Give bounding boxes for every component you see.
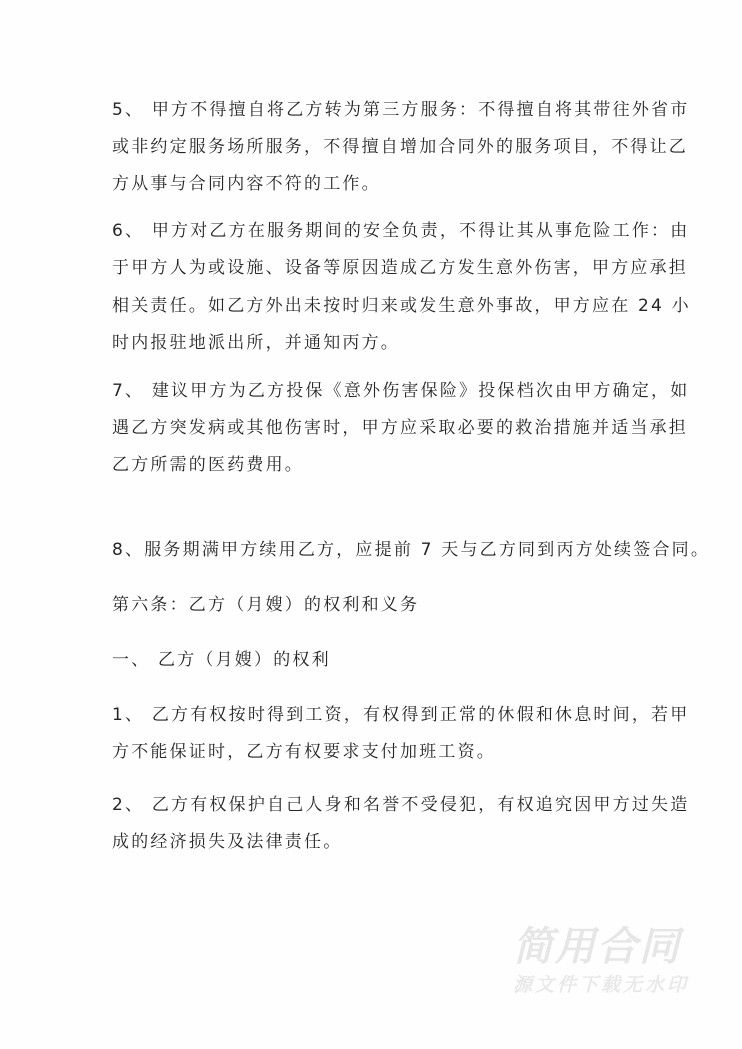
clause-7-line-3: 乙方所需的医药费用。 [112, 455, 304, 475]
clause-6-line-2: 于甲方人为或设施、设备等原因造成乙方发生意外伤害，甲方应承担 [112, 258, 688, 278]
clause-6-line-4: 时内报驻地派出所，并通知丙方。 [112, 333, 400, 353]
article-6-heading: 第六条：乙方（月嫂）的权利和义务 [112, 595, 420, 615]
section-1-heading: 一、 乙方（月嫂）的权利 [112, 650, 331, 670]
clause-6-line-1: 6、 甲方对乙方在服务期间的安全负责，不得让其从事危险工作：由 [112, 221, 690, 241]
right-2-line-2: 成的经济损失及法律责任。 [112, 832, 343, 852]
clause-5-line-1: 5、 甲方不得擅自将乙方转为第三方服务：不得擅自将其带往外省市 [112, 100, 690, 120]
clause-7-line-1: 7、 建议甲方为乙方投保《意外伤害保险》投保档次由甲方确定，如 [112, 381, 690, 401]
watermark-title: 简用合同 [513, 924, 681, 970]
right-2-line-1: 2、 乙方有权保护自己人身和名誉不受侵犯，有权追究因甲方过失造 [112, 795, 690, 815]
clause-5-line-2: 或非约定服务场所服务，不得擅自增加合同外的服务项目，不得让乙 [112, 137, 688, 157]
clause-7-line-2: 遇乙方突发病或其他伤害时，甲方应采取必要的救治措施并适当承担 [112, 418, 688, 438]
watermark-subtitle: 源文件下载无水印 [513, 974, 690, 996]
right-1-line-2: 方不能保证时，乙方有权要求支付加班工资。 [112, 742, 496, 762]
clause-5-line-3: 方从事与合同内容不符的工作。 [112, 174, 381, 194]
clause-6-line-3: 相关责任。如乙方外出未按时归来或发生意外事故，甲方应在 24 小 [112, 296, 691, 316]
clause-8-line: 8、服务期满甲方续用乙方，应提前 7 天与乙方同到丙方处续签合同。 [112, 540, 711, 560]
right-1-line-1: 1、 乙方有权按时得到工资，有权得到正常的休假和休息时间，若甲 [112, 705, 690, 725]
